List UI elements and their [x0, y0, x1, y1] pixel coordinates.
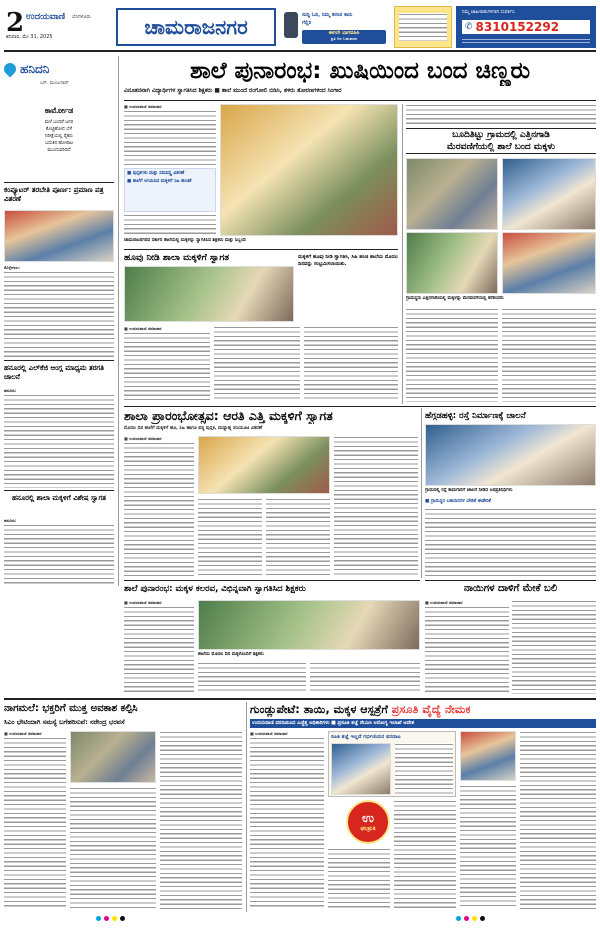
flower-headline: ಹೂವು ನೀಡಿ ಶಾಲಾ ಮಕ್ಕಳಿಗೆ ಸ್ವಾಗತ: [124, 253, 230, 263]
ad-mid-line2: ಪ್ರತಿ ದಿನ ಬಹುಮಾನ: [330, 36, 358, 41]
left-story2-body: [4, 394, 114, 488]
flower-photo: [124, 266, 294, 322]
badge-label: ಫಲಶ್ರುತಿ: [360, 825, 376, 832]
gundlupet-divider: [246, 702, 247, 912]
flower-body-2: [214, 326, 300, 402]
clipping-photo: [331, 743, 391, 795]
arati-body-1: [124, 442, 194, 576]
ad-right-text: ನಿಮ್ಮ ಜಾಹೀರಾತುಗಳಿಗಾಗಿ ಸಂಪರ್ಕಿಸಿ: [462, 10, 515, 15]
kalarava-headline: ಶಾಲೆ ಪುನಾರಂಭ: ಮಕ್ಕಳ ಕಲರವ, ವಿಭಿನ್ನವಾಗಿ ಸ್ವಾಗತಿಸಿದ ಶಿಕ್ಷಕರು: [124, 584, 306, 594]
ad-right-small: [462, 37, 590, 45]
phalashruti-badge: [346, 800, 390, 844]
village-headline-1: ಬೂದಿತಿಟ್ಟು ಗ್ರಾಮದಲ್ಲಿ ಎತ್ತಿನಗಾಡಿ: [452, 130, 550, 140]
poem-line-5: ಮುಂದುವರಿದಿದೆ: [47, 148, 71, 153]
gundlupet-body-2b: [328, 848, 390, 909]
road-body: [425, 508, 596, 576]
gundlupet-kicker: ಉದಯವಾಣಿ ವರದಿಯಿಂದ ಎಚ್ಚೆತ್ತ ಅಧಿಕಾರಿಗಳು ■ ಪ್ರಸೂತಿ ತಜ್ಞೆ ನೇಮಿಸಿ ಆರೋಗ್ಯ ಇಲಾಖೆ ಆದೇಶ: [250, 719, 596, 728]
flower-body-3: [304, 326, 398, 402]
poem-line-4: ಬದುಕಿನ ಹೋರಾಟ: [45, 141, 73, 146]
nagamale-byline: ■ ಉದಯವಾಣಿ ಸಮಾಚಾರ: [4, 731, 42, 736]
left-story3-body: [4, 524, 114, 584]
nagamale-photo: [70, 731, 156, 783]
dog-rule: [425, 580, 596, 581]
kalarava-byline: ■ ಉದಯವಾಣಿ ಸಮಾಚಾರ: [124, 600, 162, 605]
logo-author: ಎನ್. ಮಂಜುನಾಥ್: [40, 81, 69, 86]
badge-letter: ಉ: [361, 810, 375, 826]
kalarava-body-3: [310, 662, 420, 694]
lead-right-divider: [402, 104, 403, 404]
poem-line-2: ಕೊಚ್ಚಿಹೋದ ಬೆಳೆ: [45, 127, 73, 132]
road-divider: [421, 408, 422, 578]
lead-rule: [124, 100, 596, 101]
kalarava-body-1: [124, 606, 194, 694]
ad-left-banner: [302, 30, 386, 44]
arati-subhead: ಮೊದಲ ದಿನ ಶಾಲೆಗೆ ಮಕ್ಕಳಿಗೆ ಹೂ, ಸಿಹಿ ಹಾಗೂ ಪಠ್ಯ ಪುಸ್ತಕ, ಮಧ್ಯಾಹ್ನ ಬಿಸಿಯೂಟ ವಿತರಣೆ: [124, 426, 263, 431]
registration-dot-black: [120, 916, 125, 921]
ad-phone-number: 8310152292: [475, 20, 560, 34]
left-story1-photo: [4, 210, 114, 262]
kalarava-photo: [198, 600, 420, 650]
dog-body-2: [512, 600, 596, 694]
village-photo-3: [406, 232, 498, 294]
hanidani-logo: [4, 58, 114, 80]
lead-bullet-box: [124, 168, 216, 212]
road-subhead: ■ ಗ್ರಾಮಸ್ಥರ ಬಹುದಿನಗಳ ಬೇಡಿಕೆ ಈಡೇರಿಕೆ: [425, 499, 491, 504]
poem-box: [4, 88, 114, 180]
nagamale-body-1: [4, 737, 66, 909]
section-banner: [116, 8, 276, 46]
registration-dot-yellow-2: [472, 916, 477, 921]
ad-mid-text: [399, 13, 447, 41]
gundlupet-headline-part1: ಗುಂಡ್ಲುಪೇಟೆ: ತಾಯಿ, ಮಕ್ಕಳ ಆಸ್ಪತ್ರೆಗೆ: [250, 703, 392, 716]
road-photo: [425, 424, 596, 486]
gundlupet-headline: [250, 702, 596, 718]
registration-dot-cyan: [96, 916, 101, 921]
nagamale-body-3: [160, 731, 242, 909]
drop-icon: [2, 61, 19, 78]
arati-photo: [198, 436, 330, 494]
lead-bullet-2: ■ ಶಾಲೆಗೆ ಆಗಮಿಸಿದ ಮಕ್ಕಳಿಗೆ ಸಿಹಿ ಹಂಚಿಕೆ: [127, 179, 192, 184]
nagamale-body-2: [70, 787, 156, 909]
registration-dot-black-2: [480, 916, 485, 921]
dog-byline: ■ ಉದಯವಾಣಿ ಸಮಾಚಾರ: [425, 600, 463, 605]
page-number: 2: [6, 8, 25, 38]
clipping-body: [395, 743, 453, 795]
arati-body-4: [334, 436, 418, 576]
registration-dot-magenta-2: [464, 916, 469, 921]
masthead-rule: [4, 50, 596, 52]
nagamale-headline: ನಾಗಮಲೆ: ಭಕ್ತರಿಗೆ ಮುಕ್ತ ಅವಕಾಶ ಕಲ್ಪಿಸಿ: [4, 703, 138, 714]
left-story1-byline: ಕೊಳ್ಳೇಗಾಲ:: [4, 265, 21, 270]
left-story2-headline: ಹನೂರಲ್ಲಿ ಎಲ್‌ಕೆಜಿ ಆಂಗ್ಲ ಮಾಧ್ಯಮ ತರಗತಿ ಚಾಲನೆ: [4, 364, 104, 381]
lead-body-col1: [124, 110, 216, 166]
gundlupet-body-1: [250, 737, 324, 909]
village-photo-2: [502, 158, 596, 230]
road-headline: ಹೆಗ್ಗಡಹಳ್ಳಿ: ರಸ್ತೆ ನಿರ್ಮಾಣಕ್ಕೆ ಚಾಲನೆ: [425, 411, 526, 421]
village-body-2: [502, 308, 596, 402]
flower-pull-quote: ಮಕ್ಕಳಿಗೆ ಹೂವು ನೀಡಿ ಸ್ವಾಗತಿಸಿ, ಸಿಹಿ ಹಂಚಿ ಶಾಲೆಯ ಮೊದಲ ದಿನವನ್ನು ಸಂಭ್ರಮಿಸಲಾಯಿತು.: [298, 254, 398, 267]
poem-line-3: ನಿರೀಕ್ಷೆಯಲ್ಲಿ ರೈತರು: [45, 134, 73, 139]
road-caption: ಗ್ರಾಮದಲ್ಲಿ ರಸ್ತೆ ಕಾಮಗಾರಿಗೆ ಚಾಲನೆ ನೀಡಿದ ಜನಪ್ರತಿನಿಧಿಗಳು: [425, 488, 513, 493]
dog-body-1: [425, 606, 509, 694]
ad-right-phone-box: [462, 20, 590, 34]
kalarava-body-2: [198, 662, 306, 694]
edition-label: ಬೆಂಗಳೂರು: [72, 14, 91, 20]
lead-headline: ಶಾಲೆ ಪುನಾರಂಭ: ಖುಷಿಯಿಂದ ಬಂದ ಚಿಣ್ಣರು: [189, 58, 531, 84]
gundlupet-body-3: [520, 731, 596, 909]
issue-date: ಶನಿವಾರ, ಮೇ 31, 2025: [6, 34, 53, 40]
poem-title: ಕಾರ್ಮೋಡ: [44, 106, 74, 115]
left-rule-2: [4, 360, 114, 361]
gundlupet-body-4: [460, 785, 516, 909]
section-title: ಚಾಮರಾಜನಗರ: [144, 15, 248, 39]
ad-left-line1: ಸುದ್ದಿ ಓದಿ, ನಿಮ್ಮ ಕನಸಿನ ಕಾರು: [302, 12, 353, 18]
nagamale-rule: [4, 698, 596, 700]
left-story1-body: [4, 271, 114, 357]
left-story3-headline: ಹನೂರಲ್ಲಿ ಶಾಲಾ ಮಕ್ಕಳಿಗೆ ವಿಶೇಷ ಸ್ವಾಗತ: [12, 494, 106, 502]
phone-call-icon: ✆: [465, 22, 473, 32]
left-rule-3: [4, 490, 114, 491]
arati-headline: ಶಾಲಾ ಪ್ರಾರಂಭೋತ್ಸವ: ಆರತಿ ಎತ್ತಿ ಮಕ್ಕಳಿಗೆ ಸ್ವಾಗತ: [124, 408, 333, 423]
village-headline-box: [406, 128, 596, 154]
arati-body-2: [198, 498, 262, 576]
village-body-1: [406, 308, 498, 402]
registration-dot-yellow: [112, 916, 117, 921]
ad-mid-line1: ಈಗಲೇ ಭಾಗವಹಿಸಿ: [328, 30, 360, 36]
left-rule-1: [4, 182, 114, 183]
kalarava-rule: [124, 580, 420, 581]
phone-icon: [284, 12, 298, 38]
poem-line-1: ಮಳೆ ಬಂದರೆ ಜನರ: [44, 120, 74, 125]
kalarava-caption: ಶಾಲೆಯ ಮೊದಲ ದಿನ ಮಕ್ಕಳೊಂದಿಗೆ ಶಿಕ್ಷಕರು: [198, 652, 264, 657]
registration-dot-magenta: [104, 916, 109, 921]
village-photo-4: [502, 232, 596, 294]
flower-byline: ■ ಉದಯವಾಣಿ ಸಮಾಚಾರ: [124, 326, 162, 331]
gundlupet-clipping: [328, 731, 456, 797]
paper-name: ಉದಯವಾಣಿ: [26, 12, 66, 22]
logo-text: ಹನಿದನಿ: [20, 61, 50, 76]
left-story1-headline: ಕಂಪ್ಯೂಟರ್ ತರಬೇತಿ ಪೂರ್ಣ: ಪ್ರಮಾಣ ಪತ್ರ ವಿತರಣೆ: [4, 186, 104, 203]
nagamale-subhead: ಸಿಎಂ ಭೇಟಿಯಾಗಿ ಸಮಸ್ಯೆ ಬಗೆಹರಿಸುವೆ: ನರೇಂದ್ರ ಭರವಸೆ: [4, 718, 125, 726]
arati-rule: [124, 406, 596, 407]
masthead-ad-left: [280, 6, 390, 48]
masthead-ad-right: [456, 6, 596, 48]
lead-bullet-1: ■ ಪುಸ್ತಕಗಳು ಮತ್ತು ಸಮವಸ್ತ್ರ ವಿತರಣೆ: [127, 171, 185, 176]
gundlupet-byline: ■ ಉದಯವಾಣಿ ಸಮಾಚಾರ: [250, 731, 288, 736]
lead-caption: ಚಾಮರಾಜನಗರದ ಸರ್ಕಾರಿ ಶಾಲೆಯಲ್ಲಿ ಮಕ್ಕಳನ್ನು ಸ್ವಾಗತಿಸಿದ ಶಿಕ್ಷಕರು ಮತ್ತು ಸಿಬ್ಬಂದಿ: [124, 238, 246, 243]
lead-body-col1b: [124, 214, 216, 236]
left-column-divider: [118, 56, 119, 586]
ad-left-line2: ಗೆಲ್ಲಿರಿ: [302, 20, 312, 26]
flower-body-1: [124, 332, 210, 402]
lead-byline: ■ ಉದಯವಾಣಿ ಸಮಾಚಾರ: [124, 104, 162, 109]
registration-dot-cyan-2: [456, 916, 461, 921]
lead-subhead: ವಿನೂತನವಾಗಿ ವಿದ್ಯಾರ್ಥಿಗಳ ಸ್ವಾಗತಿಸಿದ ಶಿಕ್ಷಕರು ■ ಶಾಲೆ ಮುಂದೆ ರಂಗೋಲಿ ಬಿಡಿಸಿ, ತಳಿರು ತೋರಣಗಳಿಂದ ಸಿಂಗಾರ: [124, 88, 342, 94]
lead-photo: [220, 104, 398, 236]
left-story3-byline: ಹನೂರು:: [4, 518, 17, 523]
village-headline-2: ಮೆರವಣಿಗೆಯಲ್ಲಿ ಶಾಲೆ ಬಂದ ಮಕ್ಕಳು: [446, 142, 556, 152]
lead-body-right: [406, 104, 596, 124]
gundlupet-headline-part2: ಪ್ರಸೂತಿ ವೈದ್ಯೆ ನೇಮಕ: [391, 703, 471, 716]
clipping-headline: ಸೂತಿ ತಜ್ಞೆ ಇಲ್ಲದೆ ಗರ್ಭಿಣಿಯರ ಪರದಾಟ: [331, 734, 401, 740]
village-caption: ಗ್ರಾಮಸ್ಥರು ಎತ್ತಿನಗಾಡಿಯಲ್ಲಿ ಮಕ್ಕಳನ್ನು ಮೆರವಣಿಗೆಯಲ್ಲಿ ಕರೆತಂದರು: [406, 296, 504, 301]
dog-headline: ನಾಯಿಗಳ ದಾಳಿಗೆ ಮೇಕೆ ಬಲಿ: [463, 583, 558, 594]
gundlupet-body-2: [394, 800, 456, 909]
gundlupet-doctor-photo: [460, 731, 516, 781]
left-story2-byline: ಹನೂರು:: [4, 388, 17, 393]
arati-byline: ■ ಉದಯವಾಣಿ ಸಮಾಚಾರ: [124, 436, 162, 441]
flower-rule: [124, 249, 398, 250]
village-photo-1: [406, 158, 498, 230]
masthead-ad-mid: [394, 6, 452, 48]
arati-body-3: [266, 498, 330, 576]
